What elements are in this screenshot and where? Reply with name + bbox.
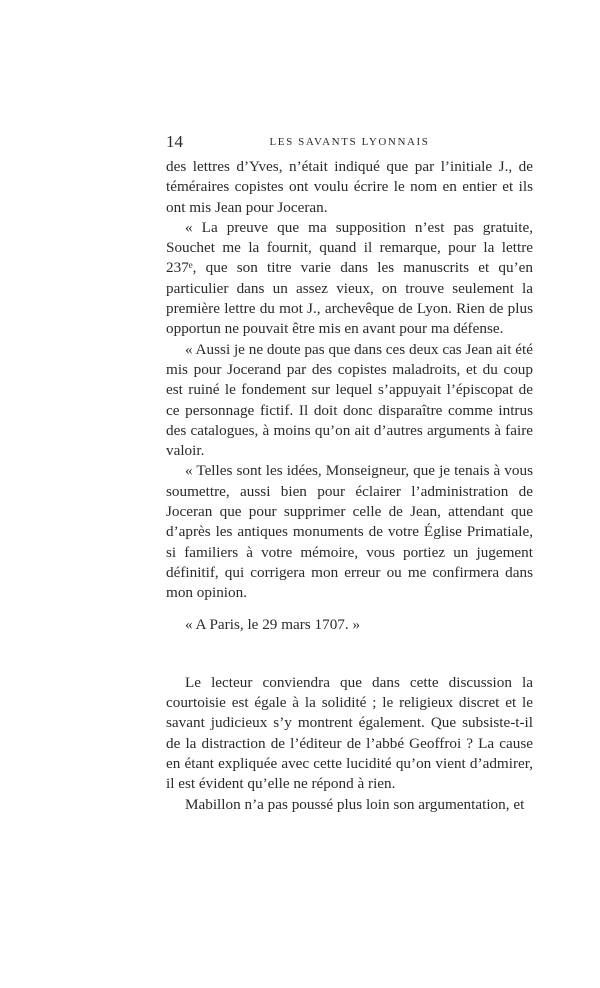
body-text [166, 157, 533, 815]
running-title: LES SAVANTS LYONNAIS [269, 136, 430, 148]
paragraph-quote-doubt: « Aussi je ne doute pas que dans ces deux cas Jean ait été mis pour Jocerand par des copistes maladroits, et du coup est ruiné le fondement sur lequel s’appuyait l’épiscopat de ce personnage fictif. Il doit donc disparaître comme intrus des catalogues, à moins qu’on ait d’autres arguments à faire valoir. [166, 340, 533, 460]
letter-dateline: « A Paris, le 29 mars 1707. » [185, 615, 361, 633]
paragraph-mabillon: Mabillon n’a pas poussé plus loin son argumentation, et [185, 795, 525, 813]
paragraph-reader: Le lecteur conviendra que dans cette discussion la courtoisie est égale à la solidité ; le religieux discret et le savant judicieux s’y montrent également. Que subsiste-t-il de la distraction de l’éditeur de l’abbé Geoffroi ? La cause en étant expliquée avec cette lucidité qu’on vient d’admirer, il est évident qu’elle ne répond à rien. [166, 673, 533, 793]
running-head [166, 132, 533, 152]
paragraph-quote-proof: « La preuve que ma supposition n’est pas gratuite, Souchet me la fournit, quand il remarque, pour la lettre 237ᵉ, que son titre varie dans les manuscrits et qu’en particulier dans un assez vieux, on trouve seulement la première lettre du mot J., archevêque de Lyon. Rien de plus opportun ne pouvait être mis en avant pour ma défense. [166, 218, 533, 338]
paragraph-quote-ideas: « Telles sont les idées, Monseigneur, que je tenais à vous soumettre, aussi bien pour éclairer l’administration de Joceran que pour supprimer celle de Jean, attendant que d’après les antiques monuments de votre Église Primatiale, si familiers à votre mémoire, vous portiez un jugement définitif, qui corrigera mon erreur ou me confirmera dans mon opinion. [166, 462, 533, 602]
page-number: 14 [166, 132, 183, 151]
paragraph-continuation: des lettres d’Yves, n’était indiqué que par l’initiale J., de téméraires copistes ont voulu écrire le nom en entier et ils ont mis Jean pour Joceran. [166, 158, 533, 216]
